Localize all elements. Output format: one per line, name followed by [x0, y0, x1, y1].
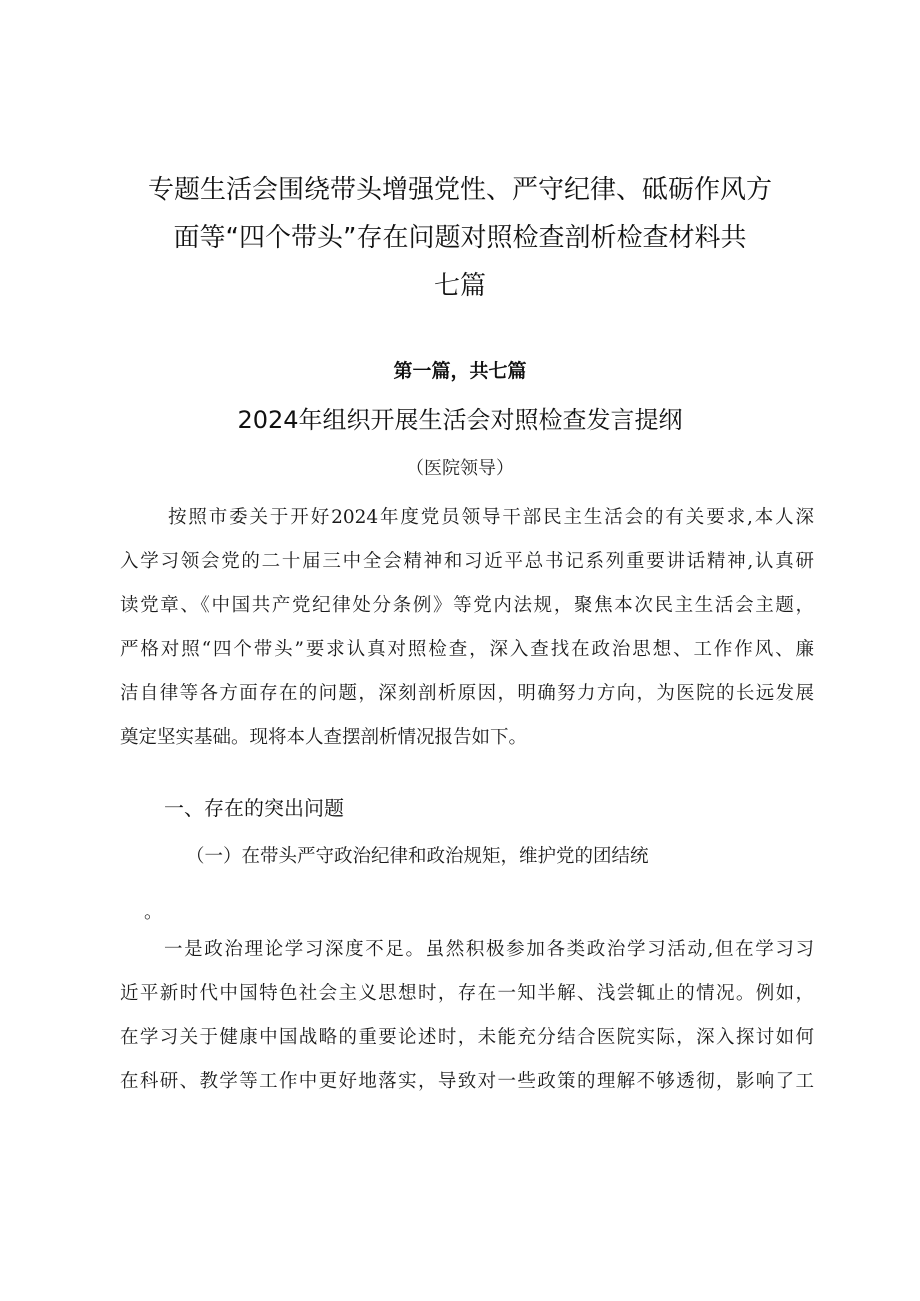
- intro-line: 入学习领会党的二十届三中全会精神和习近平总书记系列重要讲话精神,认真研: [120, 551, 814, 572]
- title-line-1: 专题生活会围绕带头增强党性、严守纪律、砥砺作风方: [147, 175, 772, 205]
- title-line-2: 面等“四个带头”存在问题对照检查剖析检查材料共: [173, 223, 747, 253]
- paragraph-line: 近平新时代中国特色社会主义思想时，存在一知半解、浅尝辄止的情况。例如，: [120, 983, 814, 1004]
- intro-paragraph: [120, 496, 814, 760]
- part-label: 第一篇，共七篇: [393, 360, 527, 382]
- paragraph-line: 在科研、教学等工作中更好地落实，导致对一些政策的理解不够透彻，影响了工: [120, 1071, 814, 1092]
- dangling-punctuation: 。: [144, 902, 163, 923]
- intro-line: 按照市委关于开好2024年度党员领导干部民主生活会的有关要求,本人深: [168, 507, 814, 528]
- intro-line: 读党章、《中国共产党纪律处分条例》等党内法规，聚焦本次民主生活会主题，: [120, 595, 814, 616]
- document-title: [100, 166, 820, 310]
- heading-level-2: （一）在带头严守政治纪律和政治规矩，维护党的团结统: [186, 846, 649, 867]
- heading-level-1: 一、存在的突出问题: [164, 796, 344, 820]
- problem-paragraph: [120, 928, 814, 1104]
- paragraph-line: 一是政治理论学习深度不足。虽然积极参加各类政治学习活动,但在学习习: [164, 939, 814, 960]
- intro-line: 严格对照“四个带头”要求认真对照检查，深入查找在政治思想、工作作风、廉: [120, 639, 814, 660]
- title-line-3: 七篇: [433, 271, 486, 301]
- paragraph-line: 在学习关于健康中国战略的重要论述时，未能充分结合医院实际，深入探讨如何: [120, 1027, 814, 1048]
- section-heading: 2024年组织开展生活会对照检查发言提纲: [237, 406, 683, 434]
- intro-line: 奠定坚实基础。现将本人查摆剖析情况报告如下。: [120, 727, 528, 748]
- subtitle: （医院领导）: [406, 458, 514, 479]
- intro-line: 洁自律等各方面存在的问题，深刻剖析原因，明确努力方向，为医院的长远发展: [120, 683, 814, 704]
